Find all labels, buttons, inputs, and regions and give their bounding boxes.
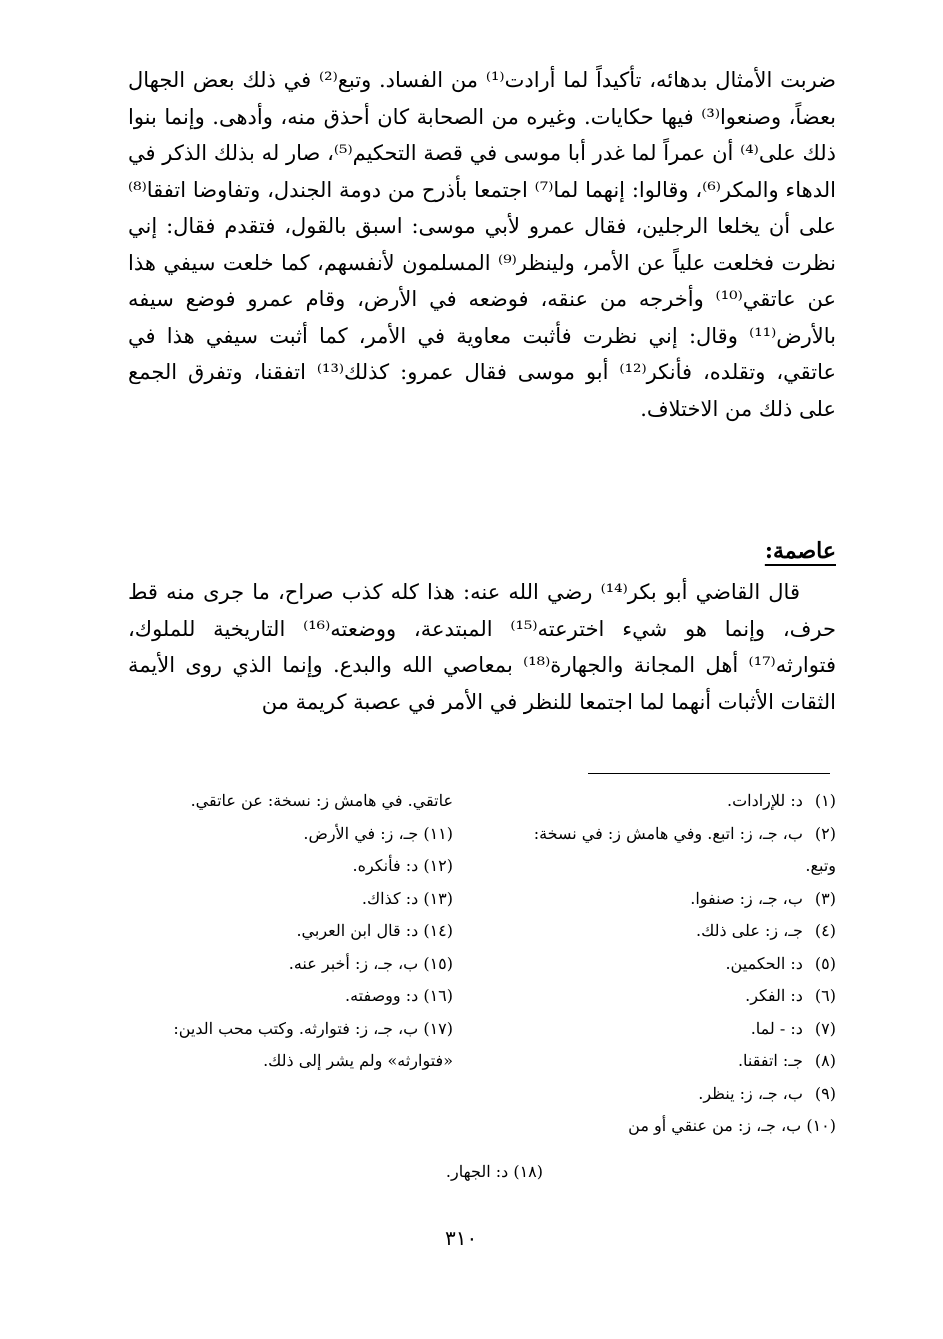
footnote-text: د: قال ابن العربي. [296, 921, 419, 940]
footnote [506, 785, 836, 818]
footnote-text: د: كذاك. [361, 888, 419, 908]
footnote [506, 1110, 836, 1143]
footnote [123, 1013, 453, 1078]
footnote [123, 818, 453, 851]
footnote-text: جـ، ز: في الأرض. [303, 823, 419, 843]
footnote [123, 883, 453, 916]
footnote-number: (١٤) [423, 921, 453, 940]
footnote [506, 1045, 836, 1078]
footnotes-left-column [123, 785, 453, 1078]
footnote-text: ب، جـ، ز: فتوارثه. وكتب محب الدين: «فتوارثه» ولم يشر إلى ذلك. [173, 1018, 453, 1070]
footnote-text: د: ووصفته. [344, 986, 419, 1005]
footnote-number: (١٢) [423, 856, 453, 875]
footnote [123, 948, 453, 981]
footnote-text: د: للإرادات. [726, 791, 803, 810]
footnote-number: (٣) [814, 888, 836, 908]
section-heading: عاصمة: [764, 538, 836, 564]
footnote [506, 1013, 836, 1046]
footnote-text: د: - لما. [750, 1018, 803, 1038]
paragraph-1: ضربت الأمثال بدهائه، تأكيداً لما أرادت⁽¹⁾ من الفساد. وتبع⁽²⁾ في ذلك بعض الجهال بعضاً، وصنعوا⁽³⁾ فيها حكايات. وغيره من الصحابة كان أحذق منه، وأدهى. وإنما بنوا ذلك على⁽⁴⁾ أن عمراً لما غدر أبا موسى في قصة التحكيم⁽⁵⁾، صار له بذلك الذكر في الدهاء والمكر⁽⁶⁾، وقالوا: إنهما لما⁽⁷⁾ اجتمعا بأذرح من دومة الجندل، وتفاوضا اتفقا⁽⁸⁾ على أن يخلعا الرجلين، فقال عمرو لأبي موسى: اسبق بالقول، فتقدم فقال: إني نظرت فخلعت علياً عن الأمر، ولينظر⁽⁹⁾ المسلمون لأنفسهم، كما خلعت سيفي هذا عن عاتقي⁽¹⁰⁾ وأخرجه من عنقه، فوضعه في الأرض، وقام عمرو فوضع سيفه بالأرض⁽¹¹⁾ وقال: إني نظرت فأثبت معاوية في الأمر، كما أثبت سيفي هذا في عاتقي، وتقلده، فأنكر⁽¹²⁾ أبو موسى فقال عمرو: كذلك⁽¹³⁾ اتفقنا، وتفرق الجمع على ذلك من الاختلاف. [128, 68, 837, 421]
footnote-text: جـ: اتفقنا. [737, 1051, 803, 1070]
footnote-text: ب، جـ، ز: ينظر. [698, 1083, 803, 1103]
footnote-text: عاتقي. في هامش ز: نسخة: عن عاتقي. [190, 791, 453, 810]
footnote [506, 883, 836, 916]
main-paragraph [128, 62, 836, 427]
footnote-number: (٧) [814, 1018, 836, 1038]
footnote-text: ب، جـ، ز: صنفوا. [690, 888, 803, 908]
footnote-number: (١١) [423, 823, 453, 843]
page-number: ٣١٠ [445, 1226, 478, 1250]
footnote-number: (١٦) [423, 986, 453, 1005]
footnote [506, 948, 836, 981]
paragraph-2: قال القاضي أبو بكر⁽¹⁴⁾ رضي الله عنه: هذا كله كذب صراح، ما جرى منه قط حرف، وإنما هو شيء اخترعته⁽¹⁵⁾ المبتدعة، ووضعته⁽¹⁶⁾ التاريخية للملوك، فتوارثه⁽¹⁷⁾ أهل المجانة والجهارة⁽¹⁸⁾ بمعاصي الله والبدع. وإنما الذي روى الأيمة الثقات الأثبات أنهما لما اجتمعا للنظر في الأمر في عصبة كريمة من [128, 580, 836, 714]
footnote-text: ب، جـ، ز: اتبع. وفي هامش ز: في نسخة: وتبع. [533, 823, 836, 875]
footnote-number: (٩) [814, 1083, 836, 1103]
footnote-text: د: الفكر. [745, 986, 803, 1005]
footnote-number: (١٥) [423, 953, 453, 973]
footnote-text: د: فأنكره. [352, 856, 419, 875]
footnotes-right-column [506, 785, 836, 1143]
footnote-number: (٢) [814, 823, 836, 843]
footnote [123, 915, 453, 948]
footnote-number: (١٣) [423, 888, 453, 908]
footnote-number: (٥) [814, 953, 836, 973]
footnote-number: (١٠) [806, 1116, 836, 1135]
footnote-number: (١٧) [423, 1018, 453, 1038]
footnote-number: (١) [814, 791, 836, 810]
footnote-number: (٦) [814, 986, 836, 1005]
footnote-number: (٨) [814, 1051, 836, 1070]
footnote-text: ب، جـ، ز: من عنقي أو من [628, 1116, 802, 1135]
footnote [506, 915, 836, 948]
footnote-text: د: الحكمين. [725, 953, 803, 973]
footnote [506, 1078, 836, 1111]
footnote-text: جـ، ز: على ذلك. [696, 921, 803, 940]
footnote [123, 980, 453, 1013]
footnote [123, 850, 453, 883]
footnote-18: (١٨) د: الجهار. [445, 1162, 543, 1181]
footnote [506, 980, 836, 1013]
footnote-number: (٤) [814, 921, 836, 940]
footnote-continuation [123, 785, 453, 818]
footnote-text: ب، جـ، ز: أخبر عنه. [288, 953, 419, 973]
footnote-divider [588, 773, 830, 774]
footnote [506, 818, 836, 883]
